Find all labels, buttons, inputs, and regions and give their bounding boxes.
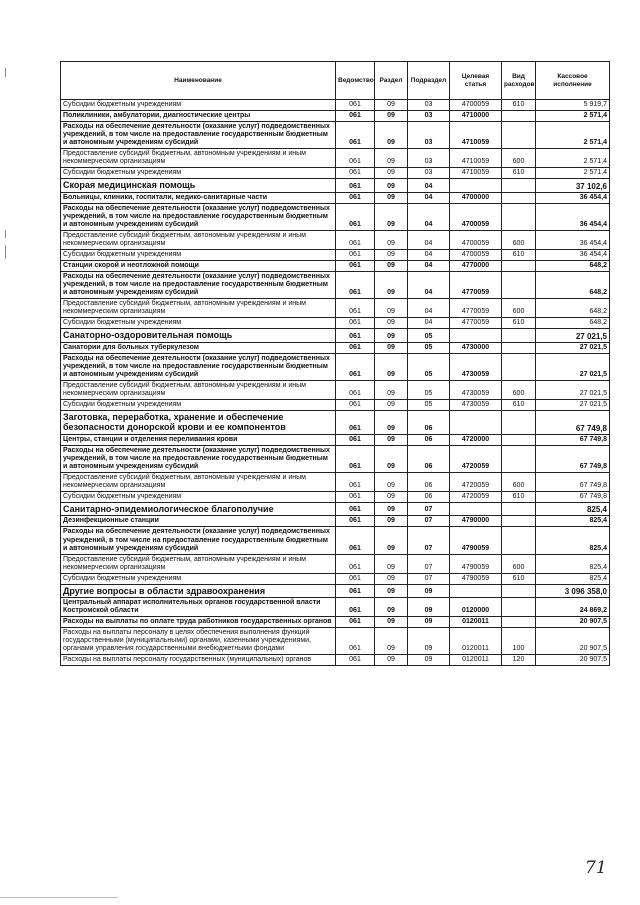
cell-amount: 27 021,5 <box>536 329 610 342</box>
cell-name: Станции скорой и неотложной помощи <box>61 261 336 272</box>
cell-name: Предоставление субсидий бюджетным, автономным учреждениям и иным некоммерческим организациям <box>61 230 336 249</box>
cell-section: 09 <box>375 230 408 249</box>
cell-dept: 061 <box>336 353 375 380</box>
cell-exptype <box>502 353 536 380</box>
cell-section: 09 <box>375 527 408 554</box>
cell-dept: 061 <box>336 149 375 168</box>
cell-section: 09 <box>375 380 408 399</box>
cell-name: Дезинфекционные станции <box>61 516 336 527</box>
cell-dept: 061 <box>336 179 375 192</box>
cell-exptype <box>502 434 536 445</box>
cell-exptype <box>502 111 536 122</box>
cell-target: 4720059 <box>450 445 502 472</box>
cell-section: 09 <box>375 250 408 261</box>
cell-dept: 061 <box>336 584 375 597</box>
table-row <box>61 168 610 179</box>
cell-target: 4710059 <box>450 168 502 179</box>
cell-dept: 061 <box>336 527 375 554</box>
cell-target: 4770000 <box>450 261 502 272</box>
table-row <box>61 203 610 230</box>
cell-name: Расходы на выплаты персоналу в целях обеспечения выполнения функций государственными (муниципальными) органами, казенными учреждениями, органами управления государственными внебюджетными фондами <box>61 628 336 655</box>
cell-section: 09 <box>375 329 408 342</box>
cell-dept: 061 <box>336 411 375 435</box>
header-section: Раздел <box>375 62 408 100</box>
cell-subsection: 09 <box>408 655 450 666</box>
header-name: Наименование <box>61 62 336 100</box>
cell-name: Субсидии бюджетным учреждениям <box>61 168 336 179</box>
cell-section: 09 <box>375 554 408 573</box>
cell-amount: 67 749,8 <box>536 445 610 472</box>
table-row <box>61 400 610 411</box>
cell-name: Предоставление субсидий бюджетным, автономным учреждениям и иным некоммерческим организациям <box>61 149 336 168</box>
cell-amount: 36 454,4 <box>536 203 610 230</box>
cell-amount: 825,4 <box>536 516 610 527</box>
cell-amount: 20 907,5 <box>536 617 610 628</box>
cell-name: Расходы на обеспечение деятельности (оказание услуг) подведомственных учреждений, в том числе на предоставление государственным бюджетным и автономным учреждениям субсидий <box>61 445 336 472</box>
cell-exptype <box>502 261 536 272</box>
cell-amount: 67 749,8 <box>536 492 610 503</box>
cell-dept: 061 <box>336 122 375 149</box>
cell-name: Скорая медицинская помощь <box>61 179 336 192</box>
cell-subsection: 06 <box>408 445 450 472</box>
cell-exptype <box>502 179 536 192</box>
cell-target <box>450 411 502 435</box>
cell-dept: 061 <box>336 230 375 249</box>
cell-subsection: 05 <box>408 329 450 342</box>
table-row <box>61 179 610 192</box>
cell-amount: 5 919,7 <box>536 100 610 111</box>
cell-subsection: 09 <box>408 584 450 597</box>
cell-dept: 061 <box>336 299 375 318</box>
cell-target: 4730059 <box>450 353 502 380</box>
cell-target: 4720059 <box>450 472 502 491</box>
cell-section: 09 <box>375 655 408 666</box>
cell-section: 09 <box>375 272 408 299</box>
cell-section: 09 <box>375 342 408 353</box>
table-row <box>61 272 610 299</box>
cell-amount: 20 907,5 <box>536 628 610 655</box>
cell-dept: 061 <box>336 655 375 666</box>
cell-amount: 648,2 <box>536 272 610 299</box>
cell-dept: 061 <box>336 329 375 342</box>
cell-target: 4790059 <box>450 554 502 573</box>
cell-subsection: 03 <box>408 168 450 179</box>
cell-subsection: 07 <box>408 503 450 516</box>
table-row <box>61 503 610 516</box>
table-row <box>61 318 610 329</box>
cell-amount: 36 454,4 <box>536 192 610 203</box>
cell-section: 09 <box>375 445 408 472</box>
cell-name: Расходы на выплаты персоналу государственных (муниципальных) органов <box>61 655 336 666</box>
cell-exptype: 120 <box>502 655 536 666</box>
cell-name: Предоставление субсидий бюджетным, автономным учреждениям и иным некоммерческим организациям <box>61 554 336 573</box>
cell-subsection: 06 <box>408 492 450 503</box>
cell-exptype <box>502 598 536 617</box>
cell-exptype: 610 <box>502 100 536 111</box>
cell-name: Предоставление субсидий бюджетным, автономным учреждениям и иным некоммерческим организациям <box>61 472 336 491</box>
cell-amount: 20 907,5 <box>536 655 610 666</box>
cell-exptype <box>502 411 536 435</box>
cell-amount: 825,4 <box>536 527 610 554</box>
cell-dept: 061 <box>336 318 375 329</box>
cell-target <box>450 503 502 516</box>
cell-section: 09 <box>375 299 408 318</box>
cell-name: Расходы на обеспечение деятельности (оказание услуг) подведомственных учреждений, в том числе на предоставление государственным бюджетным и автономным учреждениям субсидий <box>61 122 336 149</box>
cell-amount: 648,2 <box>536 261 610 272</box>
table-row <box>61 527 610 554</box>
cell-subsection: 09 <box>408 617 450 628</box>
cell-exptype <box>502 503 536 516</box>
cell-subsection: 03 <box>408 100 450 111</box>
cell-exptype <box>502 192 536 203</box>
cell-target: 4720000 <box>450 434 502 445</box>
cell-target: 4730059 <box>450 380 502 399</box>
cell-subsection: 04 <box>408 179 450 192</box>
cell-target: 4700059 <box>450 250 502 261</box>
cell-subsection: 06 <box>408 434 450 445</box>
cell-name: Санаторно-оздоровительная помощь <box>61 329 336 342</box>
cell-subsection: 06 <box>408 472 450 491</box>
cell-dept: 061 <box>336 342 375 353</box>
cell-amount: 648,2 <box>536 318 610 329</box>
cell-subsection: 07 <box>408 554 450 573</box>
cell-subsection: 03 <box>408 149 450 168</box>
cell-dept: 061 <box>336 554 375 573</box>
cell-section: 09 <box>375 503 408 516</box>
footer-line <box>0 897 118 898</box>
table-row <box>61 149 610 168</box>
cell-amount: 825,4 <box>536 503 610 516</box>
table-row <box>61 445 610 472</box>
cell-target: 0120011 <box>450 628 502 655</box>
cell-name: Заготовка, переработка, хранение и обеспечение безопасности донорской крови и ее компонентов <box>61 411 336 435</box>
cell-section: 09 <box>375 492 408 503</box>
cell-name: Субсидии бюджетным учреждениям <box>61 250 336 261</box>
cell-section: 09 <box>375 584 408 597</box>
cell-amount: 825,4 <box>536 573 610 584</box>
cell-section: 09 <box>375 573 408 584</box>
cell-name: Предоставление субсидий бюджетным, автономным учреждениям и иным некоммерческим организациям <box>61 380 336 399</box>
page-number: 71 <box>585 858 607 878</box>
cell-dept: 061 <box>336 250 375 261</box>
binding-mark <box>5 68 6 77</box>
cell-target: 4730059 <box>450 400 502 411</box>
table-row <box>61 380 610 399</box>
cell-exptype: 600 <box>502 299 536 318</box>
cell-exptype <box>502 203 536 230</box>
cell-subsection: 04 <box>408 272 450 299</box>
cell-amount: 37 102,6 <box>536 179 610 192</box>
cell-subsection: 07 <box>408 527 450 554</box>
cell-exptype <box>502 516 536 527</box>
cell-subsection: 05 <box>408 342 450 353</box>
cell-target: 4700059 <box>450 230 502 249</box>
cell-name: Центры, станции и отделения переливания крови <box>61 434 336 445</box>
table-row <box>61 434 610 445</box>
cell-amount: 36 454,4 <box>536 230 610 249</box>
cell-amount: 27 021,5 <box>536 380 610 399</box>
cell-section: 09 <box>375 261 408 272</box>
table-row <box>61 342 610 353</box>
cell-target: 4710059 <box>450 149 502 168</box>
cell-amount: 27 021,5 <box>536 400 610 411</box>
cell-exptype <box>502 445 536 472</box>
cell-exptype <box>502 342 536 353</box>
table-row <box>61 250 610 261</box>
cell-name: Субсидии бюджетным учреждениям <box>61 100 336 111</box>
cell-exptype: 600 <box>502 380 536 399</box>
table-row <box>61 573 610 584</box>
cell-target: 4770059 <box>450 272 502 299</box>
cell-dept: 061 <box>336 445 375 472</box>
cell-exptype: 610 <box>502 400 536 411</box>
cell-dept: 061 <box>336 272 375 299</box>
cell-dept: 061 <box>336 598 375 617</box>
cell-name: Субсидии бюджетным учреждениям <box>61 318 336 329</box>
cell-section: 09 <box>375 111 408 122</box>
cell-section: 09 <box>375 168 408 179</box>
cell-subsection: 05 <box>408 400 450 411</box>
cell-name: Центральный аппарат исполнительных органов государственной власти Костромской области <box>61 598 336 617</box>
cell-subsection: 04 <box>408 192 450 203</box>
cell-subsection: 03 <box>408 122 450 149</box>
cell-amount: 67 749,8 <box>536 411 610 435</box>
cell-name: Расходы на обеспечение деятельности (оказание услуг) подведомственных учреждений, в том числе на предоставление государственным бюджетным и автономным учреждениям субсидий <box>61 353 336 380</box>
cell-subsection: 05 <box>408 353 450 380</box>
cell-dept: 061 <box>336 400 375 411</box>
cell-name: Субсидии бюджетным учреждениям <box>61 573 336 584</box>
table-row <box>61 617 610 628</box>
cell-amount: 27 021,5 <box>536 353 610 380</box>
table-row <box>61 598 610 617</box>
cell-dept: 061 <box>336 617 375 628</box>
cell-name: Санитарно-эпидемиологическое благополучие <box>61 503 336 516</box>
table-row <box>61 230 610 249</box>
table-row <box>61 584 610 597</box>
table-row <box>61 261 610 272</box>
header-subsection: Подраздел <box>408 62 450 100</box>
cell-exptype: 100 <box>502 628 536 655</box>
cell-subsection: 04 <box>408 299 450 318</box>
cell-name: Расходы на обеспечение деятельности (оказание услуг) подведомственных учреждений, в том числе на предоставление государственным бюджетным и автономным учреждениям субсидий <box>61 527 336 554</box>
cell-dept: 061 <box>336 168 375 179</box>
table-row <box>61 353 610 380</box>
cell-name: Больницы, клиники, госпитали, медико-санитарные части <box>61 192 336 203</box>
cell-target: 4700059 <box>450 203 502 230</box>
cell-exptype: 600 <box>502 554 536 573</box>
header-target: Целевая статья <box>450 62 502 100</box>
cell-dept: 061 <box>336 111 375 122</box>
cell-subsection: 04 <box>408 203 450 230</box>
table-row <box>61 492 610 503</box>
cell-name: Предоставление субсидий бюджетным, автономным учреждениям и иным некоммерческим организациям <box>61 299 336 318</box>
cell-amount: 2 571,4 <box>536 149 610 168</box>
cell-section: 09 <box>375 122 408 149</box>
cell-target <box>450 329 502 342</box>
cell-name: Расходы на обеспечение деятельности (оказание услуг) подведомственных учреждений, в том числе на предоставление государственным бюджетным и автономным учреждениям субсидий <box>61 203 336 230</box>
cell-dept: 061 <box>336 628 375 655</box>
cell-amount: 67 749,8 <box>536 434 610 445</box>
cell-amount: 27 021,5 <box>536 342 610 353</box>
cell-exptype: 610 <box>502 250 536 261</box>
table-row <box>61 122 610 149</box>
cell-section: 09 <box>375 179 408 192</box>
cell-section: 09 <box>375 598 408 617</box>
cell-subsection: 04 <box>408 261 450 272</box>
cell-dept: 061 <box>336 503 375 516</box>
cell-name: Санатории для больных туберкулезом <box>61 342 336 353</box>
cell-subsection: 09 <box>408 628 450 655</box>
cell-exptype: 600 <box>502 472 536 491</box>
header-dept: Ведомство <box>336 62 375 100</box>
cell-target: 4790059 <box>450 527 502 554</box>
cell-section: 09 <box>375 149 408 168</box>
cell-target: 4770059 <box>450 318 502 329</box>
cell-section: 09 <box>375 100 408 111</box>
cell-target: 4710059 <box>450 122 502 149</box>
cell-name: Расходы на обеспечение деятельности (оказание услуг) подведомственных учреждений, в том числе на предоставление государственным бюджетным и автономным учреждениям субсидий <box>61 272 336 299</box>
cell-subsection: 04 <box>408 230 450 249</box>
cell-amount: 3 096 358,0 <box>536 584 610 597</box>
table-row <box>61 100 610 111</box>
table-row <box>61 111 610 122</box>
binding-marks <box>2 0 12 905</box>
cell-exptype: 600 <box>502 149 536 168</box>
cell-exptype: 610 <box>502 492 536 503</box>
cell-section: 09 <box>375 472 408 491</box>
cell-section: 09 <box>375 434 408 445</box>
cell-exptype: 610 <box>502 318 536 329</box>
cell-amount: 2 571,4 <box>536 168 610 179</box>
cell-amount: 36 454,4 <box>536 250 610 261</box>
table-header-row <box>61 62 610 100</box>
cell-dept: 061 <box>336 261 375 272</box>
cell-section: 09 <box>375 411 408 435</box>
table-row <box>61 411 610 435</box>
cell-section: 09 <box>375 628 408 655</box>
table-row <box>61 628 610 655</box>
header-exptype: Вид расходов <box>502 62 536 100</box>
cell-exptype <box>502 584 536 597</box>
cell-subsection: 09 <box>408 598 450 617</box>
cell-dept: 061 <box>336 472 375 491</box>
cell-subsection: 04 <box>408 250 450 261</box>
binding-mark <box>5 245 6 259</box>
cell-amount: 2 571,4 <box>536 111 610 122</box>
cell-exptype: 610 <box>502 168 536 179</box>
cell-section: 09 <box>375 318 408 329</box>
cell-name: Поликлиники, амбулатории, диагностические центры <box>61 111 336 122</box>
cell-subsection: 04 <box>408 318 450 329</box>
header-amount: Кассовое исполнение <box>536 62 610 100</box>
table-row <box>61 655 610 666</box>
cell-exptype <box>502 329 536 342</box>
cell-target: 4710000 <box>450 111 502 122</box>
cell-amount: 2 571,4 <box>536 122 610 149</box>
binding-mark <box>5 230 6 238</box>
cell-dept: 061 <box>336 492 375 503</box>
cell-section: 09 <box>375 617 408 628</box>
cell-target: 0120011 <box>450 655 502 666</box>
table-row <box>61 299 610 318</box>
cell-subsection: 03 <box>408 111 450 122</box>
cell-target: 4700059 <box>450 100 502 111</box>
cell-dept: 061 <box>336 573 375 584</box>
cell-name: Субсидии бюджетным учреждениям <box>61 492 336 503</box>
cell-exptype: 600 <box>502 230 536 249</box>
cell-dept: 061 <box>336 516 375 527</box>
cell-name: Субсидии бюджетным учреждениям <box>61 400 336 411</box>
cell-amount: 67 749,8 <box>536 472 610 491</box>
cell-exptype <box>502 272 536 299</box>
cell-amount: 24 869,2 <box>536 598 610 617</box>
cell-target: 4790059 <box>450 573 502 584</box>
cell-amount: 648,2 <box>536 299 610 318</box>
cell-exptype <box>502 527 536 554</box>
cell-target: 4790000 <box>450 516 502 527</box>
cell-exptype: 610 <box>502 573 536 584</box>
table-row <box>61 192 610 203</box>
cell-target <box>450 179 502 192</box>
cell-section: 09 <box>375 400 408 411</box>
cell-target: 4700000 <box>450 192 502 203</box>
cell-name: Другие вопросы в области здравоохранения <box>61 584 336 597</box>
cell-amount: 825,4 <box>536 554 610 573</box>
cell-dept: 061 <box>336 100 375 111</box>
cell-dept: 061 <box>336 434 375 445</box>
cell-dept: 061 <box>336 380 375 399</box>
cell-target: 4730000 <box>450 342 502 353</box>
cell-section: 09 <box>375 516 408 527</box>
cell-name: Расходы на выплаты по оплате труда работников государственных органов <box>61 617 336 628</box>
cell-dept: 061 <box>336 203 375 230</box>
cell-subsection: 05 <box>408 380 450 399</box>
cell-dept: 061 <box>336 192 375 203</box>
table-row <box>61 516 610 527</box>
cell-section: 09 <box>375 203 408 230</box>
cell-target: 4770059 <box>450 299 502 318</box>
cell-subsection: 06 <box>408 411 450 435</box>
budget-execution-table <box>60 61 610 666</box>
cell-target <box>450 584 502 597</box>
cell-subsection: 07 <box>408 573 450 584</box>
cell-section: 09 <box>375 353 408 380</box>
cell-target: 0120011 <box>450 617 502 628</box>
cell-section: 09 <box>375 192 408 203</box>
cell-exptype <box>502 122 536 149</box>
table-row <box>61 329 610 342</box>
table-row <box>61 472 610 491</box>
table-row <box>61 554 610 573</box>
cell-target: 0120000 <box>450 598 502 617</box>
cell-exptype <box>502 617 536 628</box>
cell-target: 4720059 <box>450 492 502 503</box>
cell-subsection: 07 <box>408 516 450 527</box>
